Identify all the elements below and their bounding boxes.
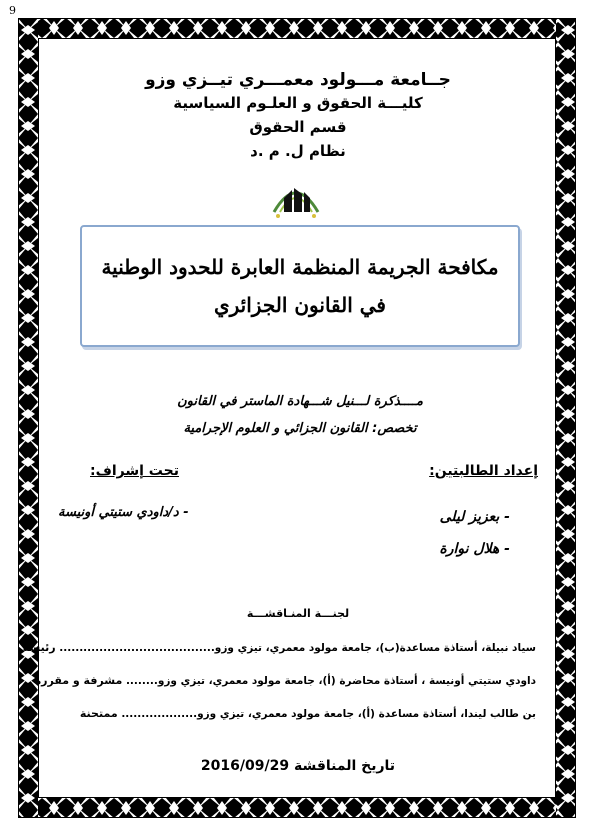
committee-member-1-role: رئيسة (22, 641, 56, 654)
prepared-by-label: إعداد الطالبتين: (429, 463, 538, 479)
page-number: 9 (9, 4, 16, 17)
student-name-2: - هلال نوارة (439, 541, 510, 557)
study-system: نظام ل. م .د (250, 142, 346, 160)
specialty-statement: تخصص: القانون الجزائي و العلوم الإجرامية (183, 421, 417, 436)
department-name: قسم الحقوق (249, 118, 347, 136)
thesis-title-box (80, 225, 520, 347)
committee-member-1-text: سياد نبيلة، أستاذة مساعدة(ب)، جامعة مولود معمري، تيزي وزو....................................... (59, 642, 536, 654)
committee-member-2 (34, 674, 536, 687)
university-logo-icon (268, 172, 324, 222)
committee-title: لجنـــة المنـاقشـــة (246, 607, 350, 620)
supervisor-label: تحت إشراف: (90, 463, 179, 479)
thesis-title-line-2: في القانون الجزائري (213, 293, 386, 317)
committee-member-1 (22, 641, 536, 654)
committee-member-2-role: مشرفة و مقررة (34, 674, 123, 687)
university-name: جــامعة مـــولود معمـــري تيــزي وزو (145, 70, 451, 90)
defense-date: تاريخ المناقشة 2016/09/29 (200, 758, 396, 774)
committee-member-2-text: داودي ستيتي أونيسة ، أستاذة محاضرة (أ)، جامعة مولود معمري، تيزي وزو........ (125, 675, 536, 687)
faculty-name: كليـــة الحقوق و العلـوم السياسية (173, 94, 423, 112)
committee-member-3-text: بن طالب ليندا، أستاذة مساعدة (أ)، جامعة مولود معمري، تيزي وزو................... (121, 708, 536, 720)
student-name-1: - بعزيز ليلى (439, 509, 510, 525)
supervisor-name: - د/داودي ستيتي أونيسة (58, 505, 189, 520)
committee-member-3 (60, 707, 536, 720)
thesis-title-line-1: مكافحة الجريمة المنظمة العابرة للحدود الوطنية (101, 255, 499, 279)
committee-member-3-role: ممتحنة (79, 707, 118, 720)
degree-statement: مــــذكرة لـــنيل شـــهادة الماستر في القانون (177, 394, 423, 409)
